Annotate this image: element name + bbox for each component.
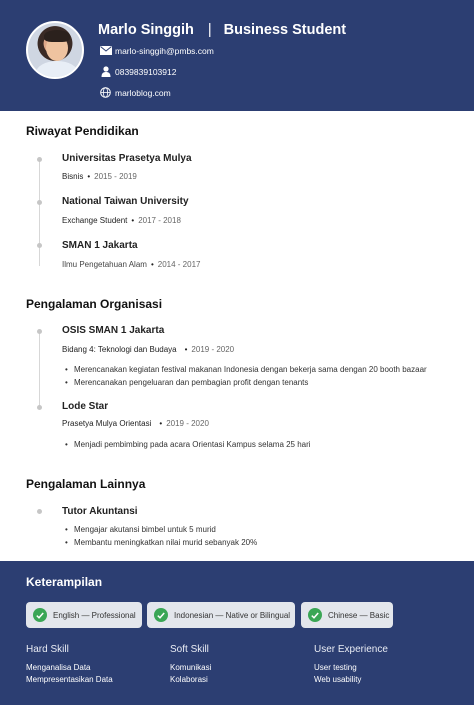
contact-phone[interactable] [99, 66, 176, 77]
education-years: 2015 - 2019 [94, 172, 137, 181]
user-experience-heading: User Experience [314, 644, 388, 655]
person-role: Business Student [223, 22, 347, 38]
other-item-title: Tutor Akuntansi [62, 506, 138, 517]
soft-skill-heading: Soft Skill [170, 644, 209, 655]
bullet-item: • Mengajar akutansi bimbel untuk 5 murid [74, 523, 257, 536]
timeline-dot [37, 509, 42, 514]
envelope-icon [99, 45, 112, 56]
check-circle-icon [154, 608, 168, 622]
email-text[interactable]: marlo-singgih@pmbs.com [115, 45, 214, 56]
education-field: Exchange Student [62, 216, 128, 225]
timeline-dot [37, 329, 42, 334]
header [0, 0, 474, 111]
education-school: National Taiwan University [62, 196, 189, 207]
language-label: Indonesian — Native or Bilingual [174, 610, 291, 620]
organization-name: OSIS SMAN 1 Jakarta [62, 325, 165, 336]
skill-item: Web usability [314, 675, 362, 684]
globe-icon [99, 87, 112, 98]
skills-title: Keterampilan [26, 575, 103, 589]
skills-section [0, 561, 474, 705]
contact-email[interactable] [99, 45, 214, 56]
organization-years: 2019 - 2020 [191, 345, 235, 354]
organization-title: Pengalaman Organisasi [26, 297, 163, 311]
skill-item: Menganalisa Data [26, 663, 91, 672]
skill-item: Komunikasi [170, 663, 212, 672]
education-detail: Bisnis • 2015 - 2019 [62, 172, 137, 181]
organization-bullets [74, 438, 311, 451]
other-title: Pengalaman Lainnya [26, 477, 146, 491]
contact-website[interactable] [99, 87, 171, 98]
education-field: Ilmu Pengetahuan Alam [62, 260, 147, 269]
timeline-dot [37, 157, 42, 162]
other-bullets [74, 523, 257, 549]
skill-item: User testing [314, 663, 357, 672]
organization-timeline [39, 330, 40, 408]
name-separator: | [207, 22, 212, 38]
education-field: Bisnis [62, 172, 84, 181]
person-name: Marlo Singgih [98, 22, 194, 38]
education-timeline [39, 158, 40, 266]
organization-bullets [74, 363, 427, 389]
education-detail: Ilmu Pengetahuan Alam • 2014 - 2017 [62, 260, 201, 269]
organization-role: Prasetya Mulya Orientasi [62, 419, 152, 428]
phone-text[interactable]: 0839839103912 [115, 66, 177, 77]
name-row [98, 22, 346, 38]
education-years: 2017 - 2018 [138, 216, 181, 225]
language-chip [301, 602, 393, 628]
bullet-item: • Merencanakan pengeluaran dan pembagian profit dengan tenants [74, 376, 427, 389]
education-detail: Exchange Student • 2017 - 2018 [62, 216, 181, 225]
hard-skill-heading: Hard Skill [26, 644, 69, 655]
organization-detail: Prasetya Mulya Orientasi • 2019 - 2020 [62, 419, 209, 428]
language-chip [26, 602, 142, 628]
check-circle-icon [33, 608, 47, 622]
language-chip [147, 602, 295, 628]
organization-years: 2019 - 2020 [166, 419, 209, 428]
skill-item: Kolaborasi [170, 675, 208, 684]
language-label: English — Professional [53, 610, 136, 620]
bullet-item: • Menjadi pembimbing pada acara Orientasi Kampus selama 25 hari [74, 438, 311, 451]
check-circle-icon [308, 608, 322, 622]
skill-item: Mempresentasikan Data [26, 675, 113, 684]
organization-role: Bidang 4: Teknologi dan Budaya [62, 345, 177, 354]
education-title: Riwayat Pendidikan [26, 124, 139, 138]
timeline-dot [37, 243, 42, 248]
education-years: 2014 - 2017 [157, 260, 201, 269]
website-text[interactable]: marloblog.com [115, 87, 171, 98]
person-icon [99, 66, 112, 77]
organization-detail: Bidang 4: Teknologi dan Budaya • 2019 - 2020 [62, 345, 235, 354]
language-label: Chinese — Basic [328, 610, 390, 620]
education-school: SMAN 1 Jakarta [62, 240, 138, 251]
bullet-item: • Membantu meningkatkan nilai murid sebanyak 20% [74, 536, 257, 549]
bullet-item: • Merencanakan kegiatan festival makanan Indonesia dengan bekerja sama dengan 20 booth bazaar [74, 363, 427, 376]
timeline-dot [37, 200, 42, 205]
education-school: Universitas Prasetya Mulya [62, 153, 192, 164]
organization-name: Lode Star [62, 401, 109, 412]
timeline-dot [37, 405, 42, 410]
avatar [26, 21, 84, 79]
